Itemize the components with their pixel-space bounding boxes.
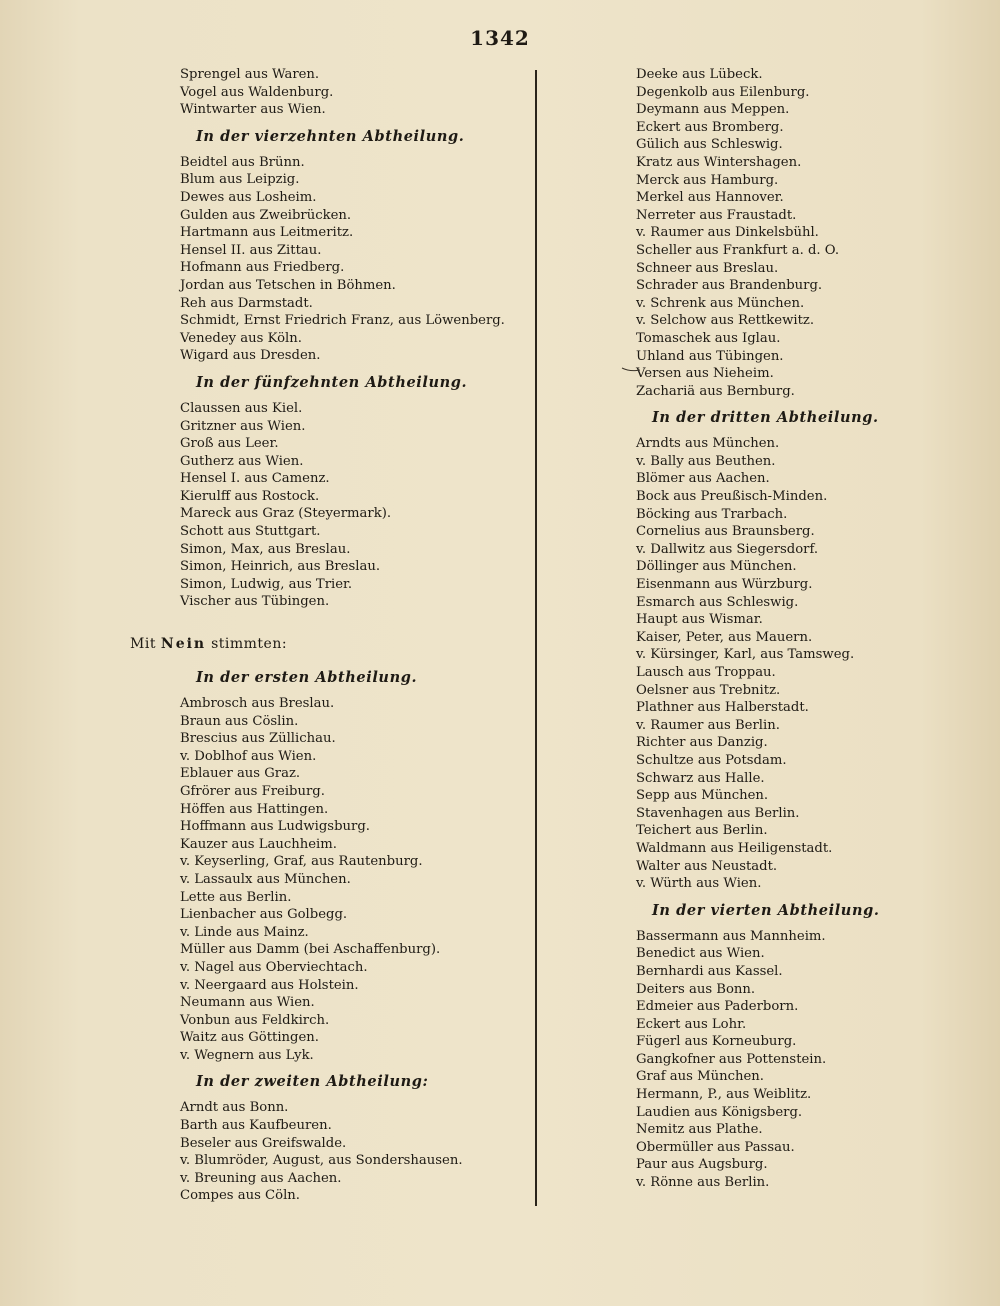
name-entry: Hensel I. aus Camenz.: [180, 471, 330, 487]
name-entry: v. Breuning aus Aachen.: [180, 1170, 342, 1186]
left-top-entries: [180, 66, 530, 119]
name-entry: Vonbun aus Feldkirch.: [180, 1012, 330, 1028]
name-entry: Kaiser, Peter, aus Mauern.: [636, 629, 813, 645]
name-entry: v. Raumer aus Berlin.: [636, 717, 780, 733]
name-entry: Degenkolb aus Eilenburg.: [636, 84, 810, 100]
name-entry: Sepp aus München.: [636, 788, 769, 804]
name-entry: Lette aus Berlin.: [180, 889, 292, 905]
name-entry: Dewes aus Losheim.: [180, 189, 317, 205]
vote-label-prefix: Mit: [130, 636, 156, 652]
name-entry: v. Bally aus Beuthen.: [636, 453, 776, 469]
name-entry: Scheller aus Frankfurt a. d. O.: [636, 242, 840, 258]
name-entry: Gritzner aus Wien.: [180, 418, 306, 434]
name-entry: Uhland aus Tübingen.: [636, 348, 784, 364]
pencil-mark-icon: [620, 362, 700, 390]
name-entry: v. Kürsinger, Karl, aus Tamsweg.: [636, 647, 855, 663]
name-entry: v. Wegnern aus Lyk.: [180, 1047, 314, 1063]
left-column: [180, 66, 530, 611]
name-entry: Mareck aus Graz (Steyermark).: [180, 506, 392, 522]
name-entry: v. Lassaulx aus München.: [180, 871, 351, 887]
name-entry: Brescius aus Züllichau.: [180, 731, 336, 747]
name-entry: v. Würth aus Wien.: [636, 876, 762, 892]
section-heading: In der fünfzehnten Abtheilung.: [196, 373, 468, 391]
name-entry: Lausch aus Troppau.: [636, 665, 776, 680]
section-heading: In der zweiten Abtheilung:: [196, 1073, 429, 1091]
name-entry: Paur aus Augsburg.: [636, 1157, 768, 1173]
name-entry: Eblauer aus Graz.: [180, 766, 301, 782]
right-sections: [636, 408, 976, 1191]
name-entry: Vischer aus Tübingen.: [180, 594, 330, 610]
name-entry: Lienbacher aus Golbegg.: [180, 907, 348, 923]
name-entry: Wintwarter aus Wien.: [180, 102, 326, 118]
name-entry: Schott aus Stuttgart.: [180, 524, 321, 540]
section-heading: In der vierten Abtheilung.: [652, 901, 880, 919]
name-entry: Graf aus München.: [636, 1069, 764, 1085]
name-entry: Hoffmann aus Ludwigsburg.: [180, 819, 370, 835]
name-entry: Eckert aus Lohr.: [636, 1016, 747, 1032]
name-entry: Versen aus Nieheim.: [636, 366, 774, 382]
name-entry: Jordan aus Tetschen in Böhmen.: [180, 277, 396, 293]
name-entry: v. Dallwitz aus Siegersdorf.: [636, 541, 819, 557]
name-entry: Kierulff aus Rostock.: [180, 488, 320, 504]
name-entry: v. Schrenk aus München.: [636, 295, 805, 311]
name-entry: Gfrörer aus Freiburg.: [180, 783, 325, 799]
name-entry: Deeke aus Lübeck.: [636, 67, 763, 82]
name-entry: v. Raumer aus Dinkelsbühl.: [636, 225, 819, 241]
name-entry: Bassermann aus Mannheim.: [636, 928, 826, 944]
name-entry: Laudien aus Königsberg.: [636, 1104, 803, 1120]
name-entry: Gülich aus Schleswig.: [636, 137, 783, 153]
name-entry: Richter aus Danzig.: [636, 735, 768, 751]
name-entry: Gutherz aus Wien.: [180, 453, 304, 469]
name-entry: Blum aus Leipzig.: [180, 172, 300, 188]
name-entry: Eckert aus Bromberg.: [636, 119, 784, 135]
name-entry: Edmeier aus Paderborn.: [636, 999, 799, 1015]
section-heading: In der vierzehnten Abtheilung.: [196, 127, 465, 145]
name-entry: Deymann aus Meppen.: [636, 102, 790, 118]
name-entry: Kratz aus Wintershagen.: [636, 154, 802, 170]
vote-label-suffix: stimmten:: [211, 636, 288, 652]
name-entry: Deiters aus Bonn.: [636, 981, 756, 997]
name-entry: Barth aus Kaufbeuren.: [180, 1118, 332, 1134]
name-entry: Schmidt, Ernst Friedrich Franz, aus Löwenberg.: [180, 313, 505, 329]
name-entry: Arndts aus München.: [636, 436, 780, 452]
name-entry: v. Neergaard aus Holstein.: [180, 977, 359, 993]
name-entry: Wigard aus Dresden.: [180, 348, 321, 364]
name-entry: Esmarch aus Schleswig.: [636, 594, 799, 610]
name-entry: Obermüller aus Passau.: [636, 1139, 795, 1155]
name-entry: Haupt aus Wismar.: [636, 612, 763, 628]
name-entry: v. Selchow aus Rettkewitz.: [636, 313, 815, 329]
name-entry: Tomaschek aus Iglau.: [636, 330, 781, 346]
name-entry: Reh aus Darmstadt.: [180, 295, 313, 311]
name-entry: Schneer aus Breslau.: [636, 260, 779, 276]
vote-label-nein: Nein: [160, 636, 207, 652]
name-entry: v. Doblhof aus Wien.: [180, 748, 317, 764]
name-entry: Beseler aus Greifswalde.: [180, 1135, 347, 1151]
name-entry: Simon, Max, aus Breslau.: [180, 541, 351, 557]
name-entry: Gangkofner aus Pottenstein.: [636, 1051, 827, 1067]
name-entry: Fügerl aus Korneuburg.: [636, 1034, 797, 1050]
name-entry: Cornelius aus Braunsberg.: [636, 524, 815, 540]
name-entry: Bock aus Preußisch-Minden.: [636, 489, 828, 505]
name-entry: Ambrosch aus Breslau.: [180, 696, 335, 711]
name-entry: Benedict aus Wien.: [636, 946, 765, 962]
name-entry: Hofmann aus Friedberg.: [180, 260, 345, 276]
name-entry: Walter aus Neustadt.: [636, 858, 778, 874]
name-entry: Teichert aus Berlin.: [636, 823, 768, 839]
name-entry: Nemitz aus Plathe.: [636, 1122, 763, 1138]
name-entry: Braun aus Cöslin.: [180, 713, 299, 729]
name-entry: Stavenhagen aus Berlin.: [636, 805, 800, 821]
name-entry: Hartmann aus Leitmeritz.: [180, 225, 354, 241]
name-entry: Kauzer aus Lauchheim.: [180, 836, 337, 852]
name-entry: Bernhardi aus Kassel.: [636, 963, 783, 979]
no-vote-block: [180, 660, 530, 1205]
name-entry: Hermann, P., aus Weiblitz.: [636, 1087, 812, 1103]
right-column: [636, 66, 976, 1192]
name-entry: Neumann aus Wien.: [180, 995, 315, 1011]
right-top-entries: [636, 66, 976, 400]
name-entry: Sprengel aus Waren.: [180, 67, 320, 82]
name-entry: Höffen aus Hattingen.: [180, 801, 329, 817]
left-sections: [180, 127, 530, 611]
name-entry: v. Keyserling, Graf, aus Rautenburg.: [180, 854, 423, 870]
name-entry: Simon, Ludwig, aus Trier.: [180, 576, 353, 592]
name-entry: Compes aus Cöln.: [180, 1188, 300, 1204]
name-entry: Böcking aus Trarbach.: [636, 506, 788, 522]
name-entry: Döllinger aus München.: [636, 559, 797, 575]
name-entry: Hensel II. aus Zittau.: [180, 242, 322, 258]
name-entry: Blömer aus Aachen.: [636, 471, 770, 487]
name-entry: Venedey aus Köln.: [180, 330, 302, 346]
name-entry: Waldmann aus Heiligenstadt.: [636, 840, 833, 856]
name-entry: v. Rönne aus Berlin.: [636, 1175, 770, 1191]
name-entry: Oelsner aus Trebnitz.: [636, 682, 781, 698]
vote-label: [130, 634, 287, 654]
name-entry: Eisenmann aus Würzburg.: [636, 577, 813, 593]
name-entry: Plathner aus Halberstadt.: [636, 700, 809, 716]
name-entry: Merkel aus Hannover.: [636, 190, 784, 206]
name-entry: Nerreter aus Fraustadt.: [636, 207, 797, 223]
name-entry: Groß aus Leer.: [180, 436, 279, 452]
name-entry: Waitz aus Göttingen.: [180, 1030, 319, 1046]
name-entry: Schultze aus Potsdam.: [636, 752, 787, 768]
name-entry: v. Nagel aus Oberviechtach.: [180, 959, 368, 975]
page-number: 1342: [470, 26, 530, 50]
name-entry: Simon, Heinrich, aus Breslau.: [180, 559, 381, 575]
name-entry: v. Linde aus Mainz.: [180, 924, 309, 940]
name-entry: Vogel aus Waldenburg.: [180, 84, 334, 100]
column-divider: [535, 70, 537, 1206]
name-entry: v. Blumröder, August, aus Sondershausen.: [180, 1153, 463, 1169]
name-entry: Claussen aus Kiel.: [180, 400, 303, 416]
name-entry: Schrader aus Brandenburg.: [636, 278, 823, 294]
name-entry: Gulden aus Zweibrücken.: [180, 207, 352, 223]
section-heading: In der ersten Abtheilung.: [196, 669, 418, 686]
name-entry: Arndt aus Bonn.: [180, 1100, 289, 1116]
name-entry: Beidtel aus Brünn.: [180, 154, 305, 170]
name-entry: Schwarz aus Halle.: [636, 770, 765, 786]
name-entry: Müller aus Damm (bei Aschaffenburg).: [180, 942, 441, 958]
name-entry: Merck aus Hamburg.: [636, 172, 779, 188]
name-entry: Zachariä aus Bernburg.: [636, 383, 795, 399]
section-heading: In der dritten Abtheilung.: [652, 409, 879, 427]
